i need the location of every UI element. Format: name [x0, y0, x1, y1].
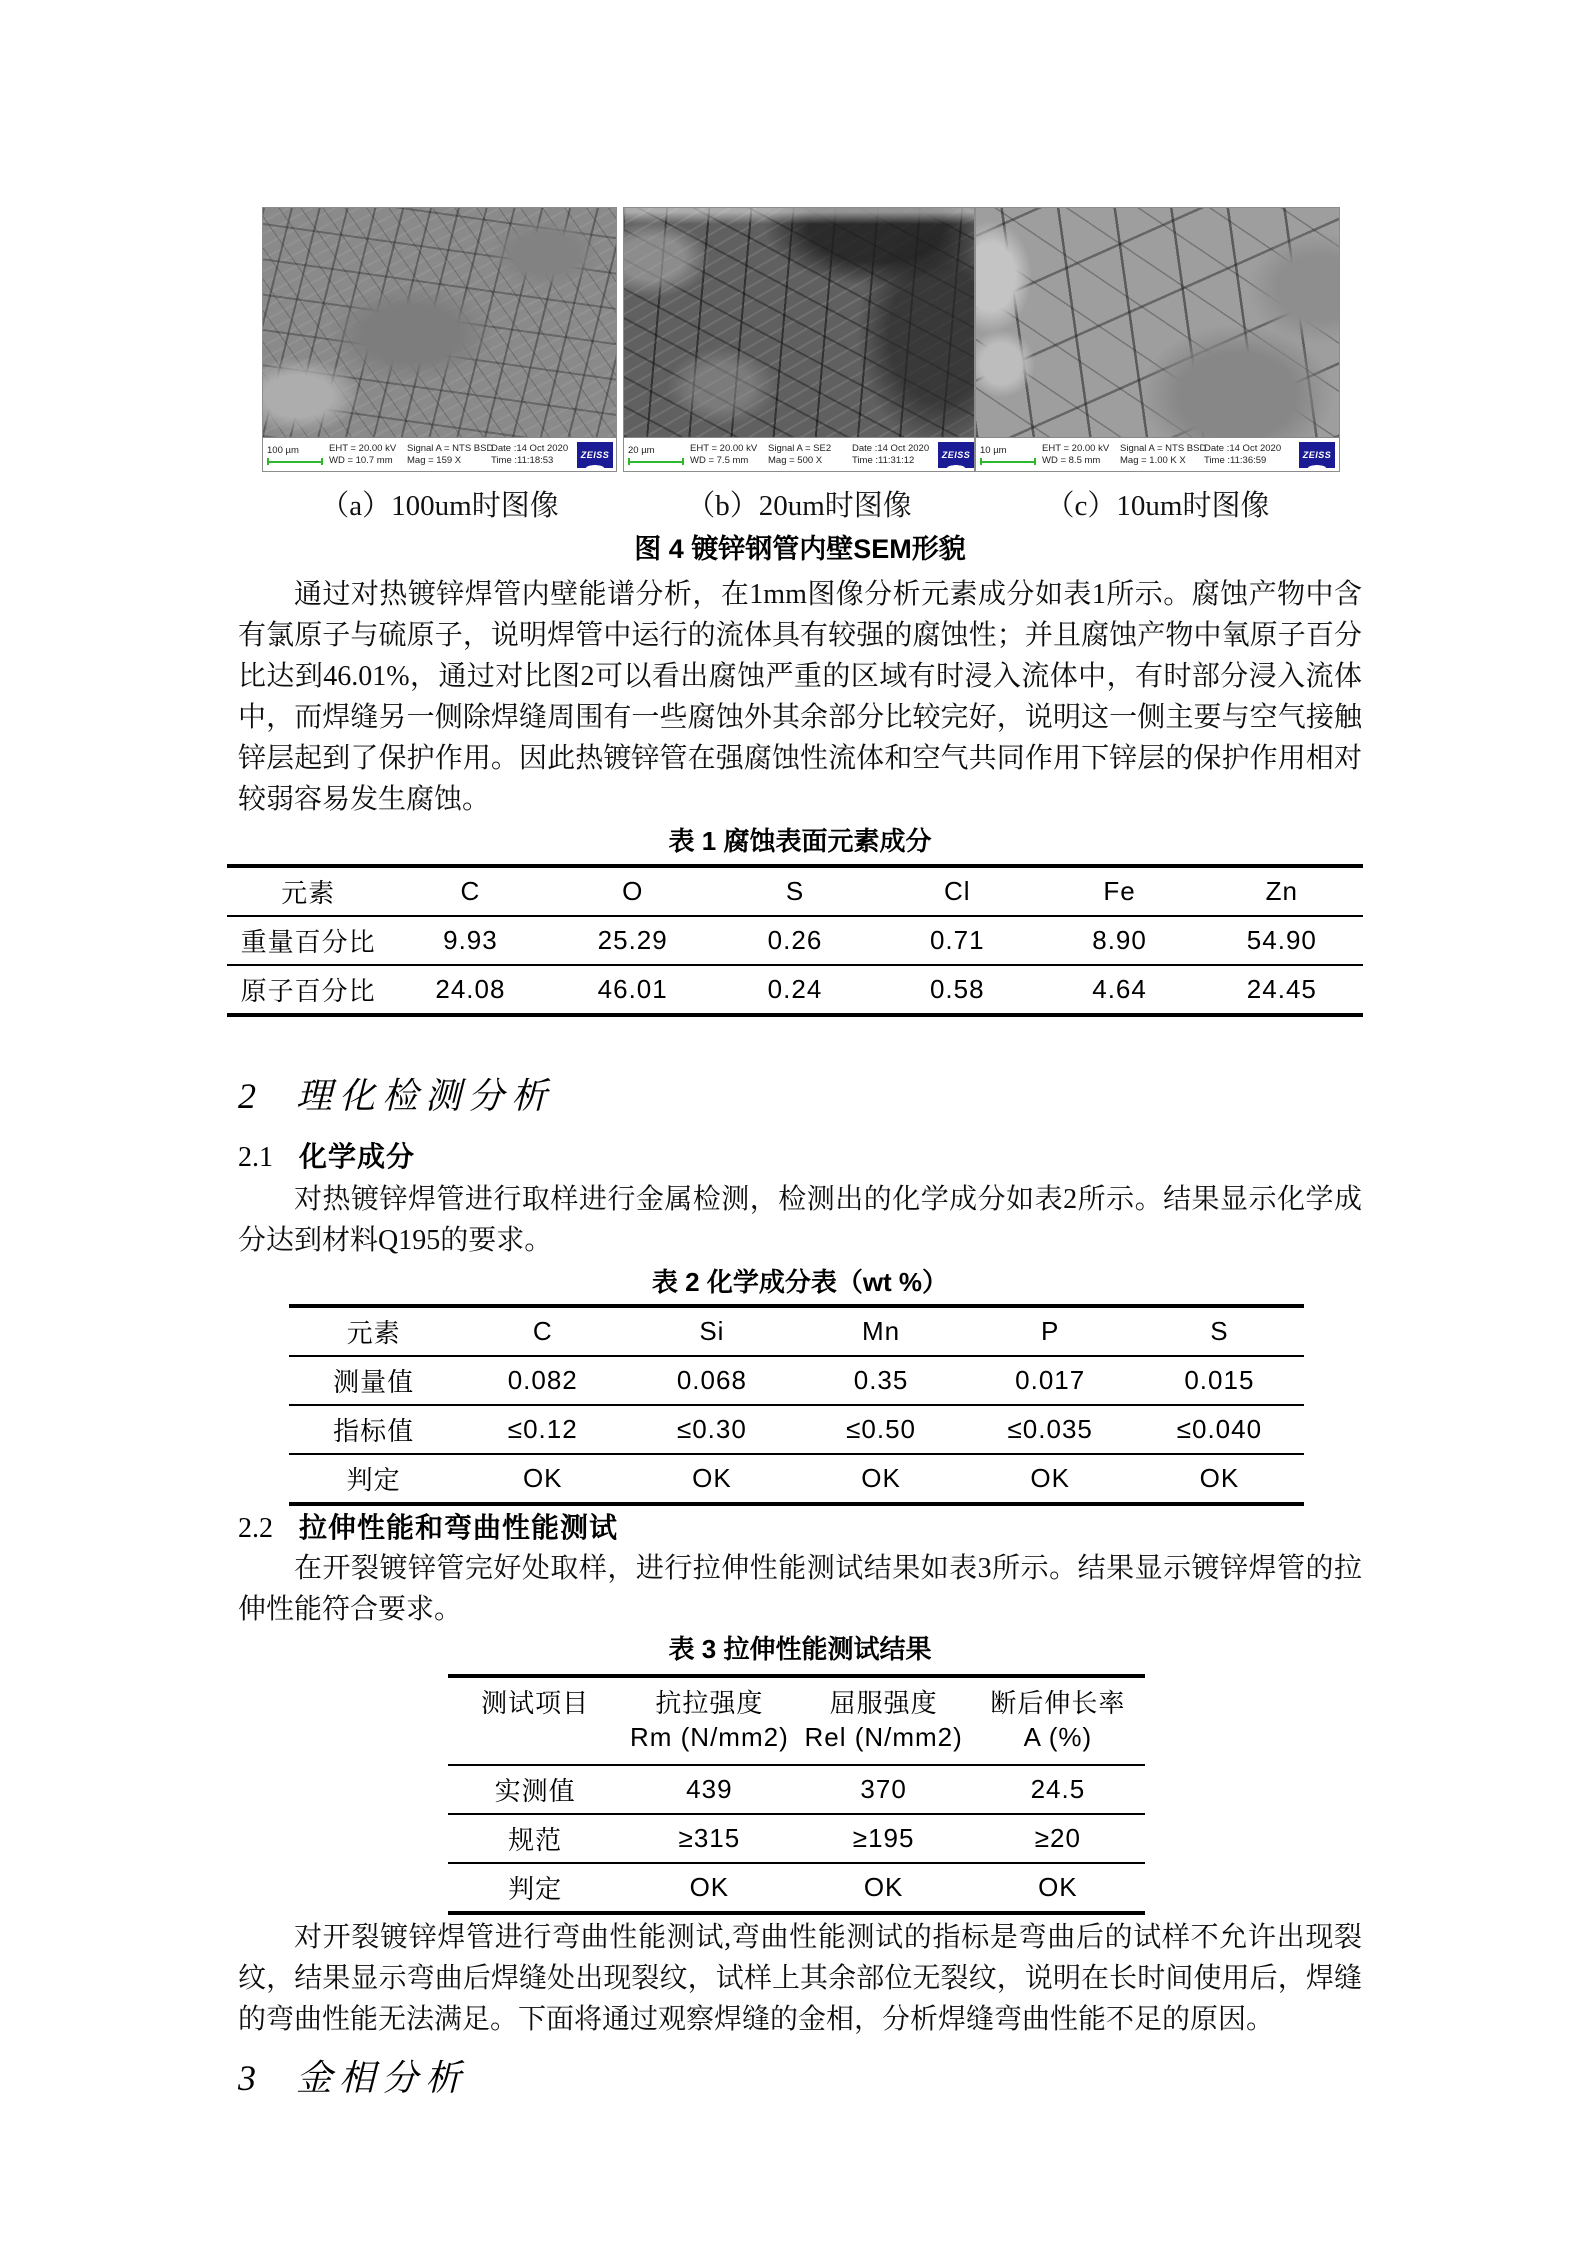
value-cell: 9.93 [389, 916, 551, 965]
table-header-row [289, 1306, 1304, 1356]
value-cell: 4.64 [1092, 974, 1147, 1004]
table3-tensile-results [448, 1674, 1145, 1915]
subsection-title: 化学成分 [299, 1141, 416, 1172]
value-cell: 8.90 [1038, 916, 1200, 965]
eht-value: EHT = 20.00 kV [1042, 442, 1110, 454]
row-label: 实测值 [448, 1765, 622, 1814]
zeiss-logo: ZEISS [938, 442, 974, 468]
value-cell: OK [1038, 1872, 1078, 1902]
value-cell: 54.90 [1201, 916, 1363, 965]
signal-settings [1120, 442, 1207, 467]
column-header: Zn [1201, 866, 1363, 916]
sem-image-c [975, 207, 1340, 472]
sem-micrograph-10um [976, 208, 1339, 437]
figure4-image-row [262, 207, 1362, 472]
table3-caption: 表 3 拉伸性能测试结果 [668, 1634, 932, 1664]
scale-bar-icon [628, 458, 684, 465]
scale-bar-icon [267, 458, 323, 465]
value-cell: 0.58 [929, 974, 985, 1004]
value-cell: OK [1030, 1463, 1070, 1493]
datetime-info [852, 443, 938, 467]
value-cell: OK [689, 1872, 730, 1902]
column-header: Fe [1038, 866, 1200, 916]
paragraph-bending-test: 对开裂镀锌焊管进行弯曲性能测试,弯曲性能测试的指标是弯曲后的试样不允许出现裂纹，结果显示弯曲后焊缝处出现裂纹，试样上其余部位无裂纹，说明在长时间使用后，焊缝的弯曲性能无法满足。下面将通过观察焊缝的金相，分析焊缝弯曲性能不足的原因。 [238, 1922, 1362, 2035]
value-cell: 24.08 [435, 974, 506, 1004]
table2-chemical-composition [289, 1304, 1304, 1506]
scale-indicator [980, 445, 1042, 465]
row-label: 测量值 [289, 1356, 458, 1405]
beam-settings [329, 443, 407, 467]
page-content [238, 207, 1362, 2102]
column-header: O [552, 866, 714, 916]
row-label: 指标值 [289, 1405, 458, 1454]
time-value: Time :11:36:59 [1204, 454, 1267, 466]
sem-image-b [623, 207, 975, 472]
table1-caption: 表 1 腐蚀表面元素成分 [668, 826, 932, 856]
table-header-row [448, 1676, 1145, 1765]
zeiss-logo: ZEISS [1299, 442, 1335, 468]
caption-c: （c）10um时图像 [1045, 490, 1270, 522]
zeiss-logo: ZEISS [577, 442, 613, 468]
table-row [227, 965, 1363, 1015]
column-header: C [389, 866, 551, 916]
time-value: Time :11:31:12 [852, 454, 915, 466]
table2-caption: 表 2 化学成分表（wt %） [651, 1267, 949, 1297]
column-header: 测试项目 [448, 1676, 622, 1765]
sem-metadata-bar [624, 437, 974, 471]
table-row [227, 916, 1363, 965]
section-title: 理化检测分析 [296, 1076, 555, 1116]
value-cell: ≤0.50 [796, 1405, 965, 1454]
mag-value: Mag = 500 X [768, 454, 823, 466]
value-cell: ≤0.12 [458, 1405, 627, 1454]
caption-a: （a）100um时图像 [320, 490, 559, 522]
value-cell: 24.45 [1246, 974, 1317, 1004]
column-header: Cl [876, 866, 1038, 916]
wd-value: WD = 10.7 mm [329, 454, 393, 466]
section-number: 2 [238, 1076, 256, 1116]
caption-b: （b）20um时图像 [686, 490, 912, 522]
column-header: Si [627, 1306, 796, 1356]
date-value: Date :14 Oct 2020 [1204, 442, 1282, 454]
section-title: 金相分析 [296, 2058, 469, 2098]
scale-label: 10 µm [980, 444, 1007, 456]
section-heading-3 [238, 2054, 1362, 2102]
value-cell: ≥20 [971, 1814, 1145, 1863]
value-cell: OK [522, 1463, 563, 1493]
value-cell: ≤0.040 [1135, 1405, 1304, 1454]
subsection-number: 2.2 [238, 1513, 273, 1544]
row-label: 判定 [346, 1465, 401, 1495]
beam-settings [1042, 443, 1120, 467]
table-row [289, 1405, 1304, 1454]
signal-settings [407, 442, 494, 467]
scale-label: 20 µm [628, 444, 655, 456]
column-header: S [1135, 1306, 1304, 1356]
subsection-title: 拉伸性能和弯曲性能测试 [299, 1512, 619, 1543]
value-cell: ≤0.30 [627, 1405, 796, 1454]
value-cell: ≥195 [797, 1814, 971, 1863]
value-cell: 0.015 [1135, 1356, 1304, 1405]
value-cell: OK [863, 1872, 904, 1902]
signal-value: Signal A = SE2 [768, 442, 832, 454]
table-row [289, 1454, 1304, 1504]
beam-settings [690, 443, 768, 467]
value-cell: 0.26 [714, 916, 876, 965]
section-heading-2-1 [238, 1138, 1362, 1177]
sem-micrograph-100um [263, 208, 616, 437]
value-cell: 0.017 [966, 1356, 1135, 1405]
signal-settings [768, 443, 852, 467]
scale-label: 100 µm [267, 444, 299, 456]
paragraph-chemical-composition: 对热镀锌焊管进行取样进行金属检测，检测出的化学成分如表2所示。结果显示化学成分达到材料Q195的要求。 [238, 1184, 1362, 1256]
value-cell: 0.71 [876, 916, 1038, 965]
table-row [448, 1863, 1145, 1913]
scale-indicator [267, 445, 329, 465]
value-cell: 24.5 [971, 1765, 1145, 1814]
row-label: 重量百分比 [227, 916, 389, 965]
value-cell: OK [861, 1463, 901, 1493]
value-cell: 439 [622, 1765, 796, 1814]
eht-value: EHT = 20.00 kV [329, 442, 397, 454]
row-label: 判定 [508, 1874, 563, 1904]
value-cell: ≤0.035 [966, 1405, 1135, 1454]
subsection-number: 2.1 [238, 1142, 273, 1173]
signal-value: Signal A = NTS BSD [407, 442, 494, 454]
signal-value: Signal A = NTS BSD [1120, 442, 1207, 454]
table-row [448, 1765, 1145, 1814]
sem-metadata-bar [976, 437, 1339, 471]
column-header: Mn [796, 1306, 965, 1356]
paragraph-tensile-test: 在开裂镀锌管完好处取样，进行拉伸性能测试结果如表3所示。结果显示镀锌焊管的拉伸性能符合要求。 [238, 1553, 1362, 1625]
figure4-caption: 图 4 镀锌钢管内壁SEM形貌 [634, 534, 966, 564]
value-cell: 0.068 [627, 1356, 796, 1405]
paragraph-eds-analysis: 通过对热镀锌焊管内壁能谱分析，在1mm图像分析元素成分如表1所示。腐蚀产物中含有氯原子与硫原子，说明焊管中运行的流体具有较强的腐蚀性；并且腐蚀产物中氧原子百分比达到46.01%，通过对比图2可以看出腐蚀严重的区域有时浸入流体中，有时部分浸入流体中，而焊缝另一侧除焊缝周围有一些腐蚀外其余部分比较完好，说明这一侧主要与空气接触锌层起到了保护作用。因此热镀锌管在强腐蚀性流体和空气共同作用下锌层的保护作用相对较弱容易发生腐蚀。 [238, 579, 1362, 815]
wd-value: WD = 7.5 mm [690, 454, 749, 466]
wd-value: WD = 8.5 mm [1042, 454, 1101, 466]
mag-value: Mag = 159 X [407, 454, 462, 466]
row-label: 规范 [448, 1814, 622, 1863]
column-header: C [458, 1306, 627, 1356]
section-number: 3 [238, 2058, 256, 2098]
column-header: P [966, 1306, 1135, 1356]
value-cell: 0.35 [796, 1356, 965, 1405]
value-cell: 370 [797, 1765, 971, 1814]
value-cell: OK [1199, 1463, 1240, 1493]
table-row [289, 1356, 1304, 1405]
table1-corrosion-elements [227, 864, 1363, 1017]
column-header: 元素 [227, 866, 389, 916]
table-header-row [227, 866, 1363, 916]
row-label: 原子百分比 [240, 976, 376, 1006]
section-heading-2-2 [238, 1509, 1362, 1548]
time-value: Time :11:18:53 [491, 454, 554, 466]
table-row [448, 1814, 1145, 1863]
value-cell: OK [692, 1463, 732, 1493]
date-value: Date :14 Oct 2020 [852, 442, 930, 454]
column-header: 断后伸长率 A (%) [971, 1676, 1145, 1765]
datetime-info [1204, 443, 1290, 467]
value-cell: 0.24 [767, 974, 823, 1004]
value-cell: 0.082 [458, 1356, 627, 1405]
value-cell: 25.29 [552, 916, 714, 965]
column-header: 屈服强度 Rel (N/mm2) [797, 1676, 971, 1765]
scale-bar-icon [980, 458, 1036, 465]
value-cell: ≥315 [622, 1814, 796, 1863]
scale-indicator [628, 445, 690, 465]
value-cell: 46.01 [597, 974, 668, 1004]
sem-image-a [262, 207, 617, 472]
mag-value: Mag = 1.00 K X [1120, 454, 1186, 466]
sem-metadata-bar [263, 437, 616, 471]
datetime-info [491, 443, 577, 467]
column-header: 抗拉强度 Rm (N/mm2) [622, 1676, 796, 1765]
section-heading-2 [238, 1072, 1362, 1120]
subfigure-captions [262, 486, 1362, 526]
column-header: 元素 [289, 1306, 458, 1356]
eht-value: EHT = 20.00 kV [690, 442, 758, 454]
column-header: S [714, 866, 876, 916]
sem-micrograph-20um [624, 208, 974, 437]
date-value: Date :14 Oct 2020 [491, 442, 569, 454]
